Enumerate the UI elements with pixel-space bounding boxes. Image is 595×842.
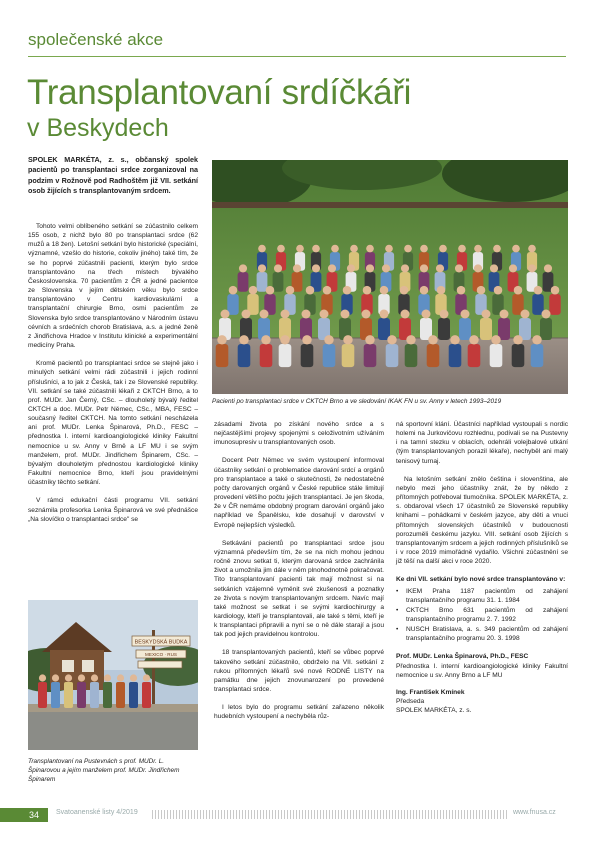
pustevny-photo [28,600,198,750]
person-figure [216,344,229,367]
person-head [130,674,137,681]
paragraph: Setkávání pacientů po transplantaci srdce jsou významná především tím, že se na nich mohou jednou ročně znovu setkat ti, kterým darovaná srdce zachránila život a umožnila jim dále v něm plnohodnotně pokračovat. Tito transplantovaní pacienti tak mají možnost si na setkáních vzájemně vyměnit své zkušenosti a poznatky ze života s novým transplantovaným srdcem. Navíc mají také možnost se setkat i se svými kardiochirurgy a kardiology, kteří je transplantovali, ale také s těmi, kteří je k transplantaci připravili a nyní se o ně dále starají a jsou tak pod jejich pravidelnou kontrolou. [214,539,384,639]
person-head [347,264,355,272]
person-figure [364,344,377,367]
person-head [385,245,393,253]
text-column-1 [28,222,198,533]
person-head [482,310,491,319]
signature-block-2 [396,688,568,715]
person-head [261,335,270,344]
person-head [542,310,551,319]
person-figure [386,344,399,367]
person-head [296,245,304,253]
paragraph: zásadami života po získání nového srdce a s nejčastějšími projevy spojenými s celoživotním užíváním imunosupresiv u transplantovaných osob. [214,421,384,447]
person-head [477,286,486,295]
person-head [312,264,320,272]
signature-role: Přednostka I. interní kardioangiologické kliniky Fakultní nemocnice u sv. Anny Brno a LF MU [396,662,568,679]
list-item: • IKEM Praha 1187 pacientům od zahájení transplantačního programu 31. 1. 1984 [396,587,568,605]
person-head [366,245,374,253]
person-head [461,310,470,319]
person-figure [449,344,462,367]
group-photo [212,160,568,394]
paragraph: V rámci edukační části programu VII. setkání seznámila profesorka Lenka Špinarová ve své přednášce „Na slovíčko o transplantaci srdce" se [28,497,198,523]
paragraph: I letos bylo do programu setkání zařazeno několik hudebních vystoupení a nechyběla růz- [214,704,384,721]
person-head [217,335,226,344]
paragraph: Na letošním setkání znělo čeština i slovenština, ale nebylo mezi jeho účastníky znát, že by někdo z přítomných potřeboval tlumočníka. SPOLEK MARKÉTA, z. s. obdaroval všech 17 účastníků ze Slovenské republiky knihami – pohádkami v českém jazyce, aby děti a vnuci přítomných slovenských účastníků v budoucnosti porozuměli českému jazyku. VIII. setkání osob žijících s transplantovaným srdcem a jejich rodinných příslušníků se i v roce 2019 mimořádně vydařilo. Všichni zúčastnění se již těší na další akci v roce 2020. [396,475,568,566]
person-figure [257,272,268,292]
person-head [363,286,372,295]
person-head [450,335,459,344]
person-head [343,286,352,295]
person-head [521,310,530,319]
text-column-2 [214,420,384,731]
person-figure [103,682,112,708]
list-heading: Ke dni VII. setkání bylo nové srdce transplantováno v: [396,576,566,584]
person-head [544,264,552,272]
person-head [65,674,72,681]
person-figure [260,344,273,367]
article-lead: SPOLEK MARKÉTA, z. s., občanský spolek pacientů po transplantaci srdce zorganizoval na podzim v Rožnově pod Radhoštěm již VII. setkání osob žijících s transplantovaným srdcem. [28,155,198,195]
person-head [331,245,339,253]
person-head [474,264,482,272]
person-head [528,245,536,253]
person-head [362,310,371,319]
text-column-3 [396,420,568,723]
person-figure [38,682,47,708]
signature-role: Předseda [396,698,425,706]
person-head [286,286,295,295]
person-head [343,335,352,344]
person-head [493,245,501,253]
person-head [401,264,409,272]
person-figure [427,344,440,367]
person-head [324,335,333,344]
person-head [458,245,466,253]
person-head [221,310,230,319]
person-figure [490,344,503,367]
person-figure [238,272,249,292]
person-figure [142,682,151,708]
person-head [306,286,315,295]
person-head [39,674,46,681]
person-head [500,310,509,319]
person-head [281,310,290,319]
person-figure [378,318,390,340]
journal-name: Svatoanenské listy 4/2019 [56,809,138,816]
person-head [387,335,396,344]
person-head [380,286,389,295]
person-head [380,310,389,319]
pustevny-photo-image [28,600,198,750]
person-head [491,335,500,344]
person-head [474,245,482,253]
person-head [512,245,520,253]
paragraph: Kromě pacientů po transplantaci srdce se stejně jako i minulých setkání velmi rádi zúčastnili i jejich rodinní příslušníci, a to jak z Česká, tak i ze Slovenské republiky. VII. setkání se také zúčastnili lékaři z CKTCH Brno, a to prof. MUDr. Jan Černý, CSc. – dlouholetý bývalý ředitel CKTCH a doc. MUDr. Petr Němec, CSc., MBA, FESC – současný ředitel CKTCH. Na tomto setkání nescházela ani prof. MUDr. Lenka Špinarová, Ph.D., FESC – přednostka I. interní kardioangiologické kliniky Fakultní nemocnice u sv. Anny v Brně a LF MU i se svým manželem, prof. MUDr. Jindřichem Špinarem, CSc. – bývalým dlouholetým přednostou kardiologické kliniky Fakultní nemocnice Brno, kteří jsou pravidelnými účastníky těchto setkání. [28,360,198,487]
person-head [509,264,517,272]
person-figure [90,682,99,708]
person-head [436,264,444,272]
person-figure [459,318,471,340]
paragraph: ná sportovní klání. Účastníci například vystoupali s nordic holemi na Jurkovičovu rozhlednu, podívali se na Pustevny i na tamní stezku v oblacích, odehráli volejbalové utkání (tým transplantovaných porazil lékaře), nechyběl ani malý tenisový turnaj. [396,421,568,465]
person-figure [238,344,251,367]
list-item: • NUSCH Bratislava, a. s. 349 pacientům od zahájení transplantačního programu 20. 3. 1998 [396,625,568,643]
person-head [420,286,429,295]
person-figure [77,682,86,708]
person-head [457,286,466,295]
person-head [532,335,541,344]
group-photo-caption: Pacienti po transplantaci srdce v CKTCH Brno a ve sledování IKAK FN u sv. Anny v letech 1993–2019 [212,398,502,405]
list-item: • CKTCH Brno 631 pacientům od zahájení transplantačního programu 2. 7. 1992 [396,606,568,624]
person-head [469,335,478,344]
paragraph: Docent Petr Němec ve svém vystoupení informoval účastníky setkání o problematice darování srdcí a orgánů pro transplantace a také o skutečnosti, že nedostatečné počty darovaných orgánů v České republice stále limitují provedení většího počtu jejich transplantací. Je jen škoda, že v ČR nemáme obdobný program darování orgánů jako například ve Španělsku, kde dosahují v darovství v Evropě nejlepších výsledků. [214,457,384,529]
person-head [437,286,446,295]
person-head [514,286,523,295]
person-head [117,674,124,681]
person-figure [549,294,560,315]
person-head [320,310,329,319]
footer-pattern [152,810,507,819]
signpost-label: MEXICO · RUS [145,652,177,657]
person-figure [540,318,552,340]
person-head [420,245,428,253]
person-figure [323,344,336,367]
person-figure [512,344,525,367]
person-head [439,245,447,253]
person-head [382,264,390,272]
person-head [302,335,311,344]
person-head [350,245,358,253]
person-head [551,286,560,295]
person-head [260,310,269,319]
person-head [258,264,266,272]
person-head [91,674,98,681]
person-head [239,335,248,344]
person-head [277,245,285,253]
pustevny-photo-caption: Transplantovaní na Pustevnách s prof. MUDr. L. Špinarovou a jejím manželem prof. MUDr. Jindřichem Špinarem [28,758,180,783]
person-head [274,264,282,272]
person-head [422,310,431,319]
signature-name: Prof. MUDr. Lenka Špinarová, Ph.D., FESC [396,653,529,661]
person-head [104,674,111,681]
person-figure [468,344,481,367]
person-figure [64,682,73,708]
person-head [242,310,251,319]
person-head [323,286,332,295]
person-head [366,264,374,272]
person-head [400,286,409,295]
paragraph: Tohoto velmi oblíbeného setkání se zúčastnilo celkem 155 osob, z nichž bylo 80 po transplantaci srdce (62 mužů a 18 žen). Letošní setkání bylo historické (speciální, významné, vzešlo do historie, cokoliv jiného) také tím, že se ho poprvé zúčastnili pacienti, kterým bylo srdce transplantováno na třech místech bývalého Československa. 70 pacientům z ČR a jedné pacientce ze Slovenska v jejím dětském věku bylo srdce transplantováno v Centru kardiovaskulární a transplantační chirurgie Brno, osmi pacientům ze Slovenska bylo srdce transplantováno v Národním ústavu cévních a srdečních chorob Bratislava, a.s. a jedné ženě z Jindřichova Hradce v Institutu klinické a experimentální medicíny Praha. [28,223,198,350]
person-figure [129,682,138,708]
person-head [258,245,266,253]
person-head [490,264,498,272]
person-head [440,310,449,319]
person-head [302,310,311,319]
person-figure [273,272,284,292]
group-photo-image [212,160,568,394]
person-figure [498,318,510,340]
person-head [494,286,503,295]
person-head [328,264,336,272]
person-head [420,264,428,272]
person-head [428,335,437,344]
section-label: společenské akce [28,30,164,49]
person-head [280,335,289,344]
person-head [401,310,410,319]
person-head [528,264,536,272]
person-head [534,286,543,295]
person-figure [531,344,544,367]
person-figure [532,294,543,315]
person-figure [405,344,418,367]
person-head [78,674,85,681]
person-head [266,286,275,295]
person-figure [279,344,292,367]
article-subtitle: v Beskydech [27,114,169,142]
journal-url[interactable]: www.fnusa.cz [513,809,556,816]
signpost-label: BESKYDSKÁ BUDKA [134,639,188,646]
person-head [229,286,238,295]
signature-name: Ing. František Kmínek [396,688,465,696]
section-divider [28,56,566,57]
person-head [365,335,374,344]
person-head [143,674,150,681]
person-head [239,264,247,272]
paragraph: 18 transplantovaných pacientů, kteří se vůbec poprvé takového setkání zúčastnilo, obdrželo na VII. setkání z rukou přítomných lékařů své nové RODNÉ LISTY na památku dne jejich znovunarození po provedené transplantaci srdce. [214,649,384,694]
person-head [455,264,463,272]
person-head [341,310,350,319]
person-head [513,335,522,344]
person-figure [480,318,492,340]
person-figure [51,682,60,708]
person-head [406,335,415,344]
transplant-centers-list [396,587,568,644]
article-title: Transplantovaní srdíčkáři [27,73,412,112]
person-head [293,264,301,272]
person-head [249,286,258,295]
person-head [404,245,412,253]
person-figure [227,294,238,315]
person-figure [301,344,314,367]
person-figure [438,318,450,340]
person-head [312,245,320,253]
page-number: 34 [0,808,48,822]
person-figure [116,682,125,708]
person-figure [342,344,355,367]
person-head [52,674,59,681]
signature-block-1 [396,652,568,679]
signature-organization: SPOLEK MARKÉTA, z. s. [396,707,472,715]
